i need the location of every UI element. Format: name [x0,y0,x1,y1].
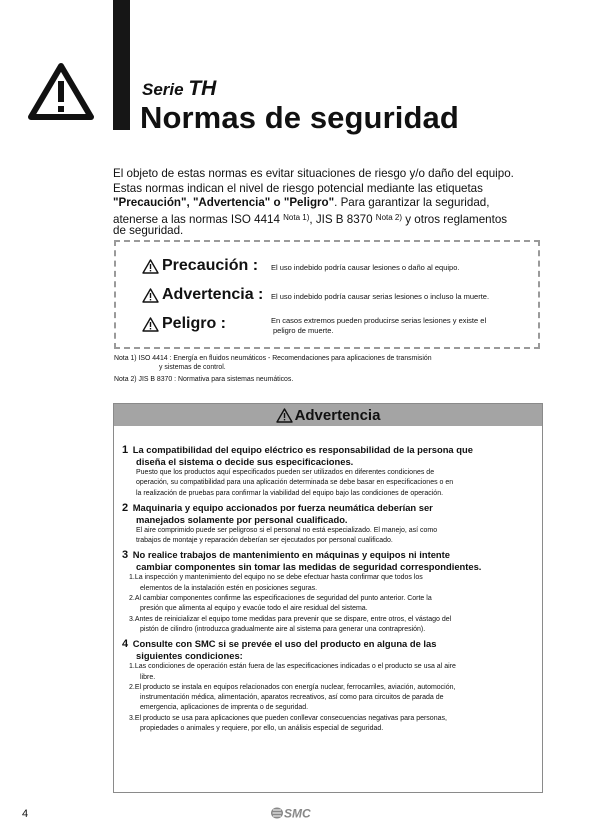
intro-text: , JIS B 8370 [309,212,373,226]
level-description-line: En casos extremos pueden producirse serias lesiones y existe el [271,316,487,325]
subpoint-line: 1.Las condiciones de operación están fuera de las especificaciones indicadas o el producto se usa al aire [129,663,456,671]
subpoint-line: 1.La inspección y mantenimiento del equipo no se debe efectuar hasta confirmar que todos los [129,574,423,582]
item-title-line: Maquinaria y equipo accionados por fuerza neumática deberían ser [132,501,433,513]
note-ref-2: Nota 2) [375,212,403,222]
item-body-line: operación, su compatibilidad para una aplicación determinada se debe basar en especificaciones o en [136,479,454,487]
item-body-line: El aire comprimido puede ser peligroso si el personal no está especializado. El manejo, así como [136,526,438,534]
item-title-line: diseña el sistema o decide sus especificaciones. [136,456,354,467]
note-ref-1: Nota 1) [283,212,310,222]
item-subpoints [122,662,534,734]
item-number: 4 [122,638,129,651]
item-title-line: No realice trabajos de mantenimiento en máquinas y equipos ni intente [132,549,450,561]
item-title [122,549,534,573]
warning-triangle-icon [28,62,94,120]
level-precaucion [142,257,258,275]
series-prefix: Serie [142,80,184,99]
level-label: Peligro : [162,315,227,332]
subpoint-line: 2.Al cambiar componentes confirme las especificaciones de seguridad del punto anterior. Corte la [129,595,432,603]
warning-item-3 [122,549,534,635]
item-subpoints [122,573,534,635]
intro-labels: "Precaución", "Advertencia" o "Peligro" [113,196,335,209]
subpoint-line: presión que alimenta al equipo y evacúe todo el aire residual del sistema. [140,605,368,613]
item-number: 3 [122,549,129,562]
subpoint-line: propiedades o animales y requiere, por ello, un análisis especial de seguridad. [140,725,384,733]
item-title-line: siguientes condiciones: [136,650,243,662]
item-body [122,468,534,499]
item-number: 2 [122,501,129,514]
subpoint-line: libre. [140,673,156,681]
intro-paragraph [113,167,543,239]
intro-line [113,196,543,211]
warning-title: Advertencia [294,406,381,424]
level-description: El uso indebido podría causar serias lesiones o incluso la muerte. [271,292,490,301]
intro-line: Estas normas indican el nivel de riesgo potencial mediante las etiquetas [113,181,483,195]
item-title-line: Consulte con SMC si se prevée el uso del producto en alguna de las [132,638,437,650]
subpoint-line: elementos de la instalación estén en posiciones seguras. [140,584,318,592]
warning-item-1 [122,444,534,499]
subpoint-line: emergencia, aplicaciones de imprenta o de seguridad. [140,704,309,712]
page-number: 4 [22,808,29,820]
level-description: El uso indebido podría causar lesiones o daño al equipo. [271,263,460,272]
warning-triangle-small-icon [276,408,293,423]
intro-text: . Para garantizar la seguridad, [334,196,490,209]
item-title [122,502,534,526]
intro-line: El objeto de estas normas es evitar situaciones de riesgo y/o daño del equipo. [113,167,514,180]
subpoint-line: instrumentación médica, alimentación, aparatos recreativos, así como para circuitos de parada de [140,694,444,702]
level-advertencia [142,286,263,304]
item-body-line: Puesto que los productos aquí especificados pueden ser utilizados en diferentes condiciones de [136,469,435,476]
series-label [142,77,216,101]
item-body-line: trabajos de montaje y reparación deberían ser ejecutados por personal cualificado. [136,537,393,545]
subpoint-line: 3.Antes de reinicializar el equipo tome medidas para prevenir que se dispare, entre otros, el vástago del [129,615,452,623]
page-title: Normas de seguridad [140,100,459,135]
footnotes [114,354,432,384]
intro-line: de seguridad. [113,224,184,237]
header-accent-bar [113,0,130,130]
risk-levels-box [114,240,540,349]
item-title-line: manejados solamente por personal cualificado. [136,513,348,525]
logo-text: SMC [284,806,311,821]
warning-item-2 [122,502,534,547]
note-2: Nota 2) JIS B 8370 : Normativa para sistemas neumáticos. [114,375,294,383]
level-label: Precaución : [162,257,259,274]
warning-content [122,444,534,737]
item-title-line: La compatibilidad del equipo eléctrico es responsabilidad de la persona que [132,444,473,455]
warning-item-4 [122,638,534,734]
subpoint-line: 2.El producto se instala en equipos relacionados con energía nuclear, ferrocarriles, aviación, automoción, [129,683,456,691]
warning-triangle-small-icon [142,259,159,274]
warning-triangle-small-icon [142,317,159,332]
intro-text: y otros reglamentos [402,212,508,226]
subpoint-line: pistón de cilindro (introduzca gradualmente aire al sistema para generar una contrapresión). [140,625,426,633]
item-title [122,638,534,662]
item-title-line: cambiar componentes sin tomar las medidas de seguridad correspondientes. [136,561,482,573]
warning-triangle-small-icon [142,288,159,303]
note-1-cont: y sistemas de control. [159,364,226,372]
level-description-line: peligro de muerte. [273,326,334,335]
level-peligro [142,315,226,333]
warning-box [113,403,543,793]
subpoint-line: 3.El producto se usa para aplicaciones que pueden conllevar consecuencias negativas para personas, [129,714,447,722]
item-body [122,526,534,547]
intro-text: atenerse a las normas ISO 4414 [113,212,280,226]
item-number: 1 [122,444,129,456]
smc-logo [270,805,314,821]
level-description [271,316,521,336]
warning-header [114,404,542,426]
item-title [122,444,534,468]
level-label: Advertencia : [162,286,264,303]
series-code: TH [188,77,217,100]
item-body-line: la realización de pruebas para confirmar la viabilidad del equipo bajo las condiciones de operación. [136,489,444,497]
note-1: Nota 1) ISO 4414 : Energía en fluidos neumáticos - Recomendaciones para aplicaciones de transmisión [114,355,432,362]
